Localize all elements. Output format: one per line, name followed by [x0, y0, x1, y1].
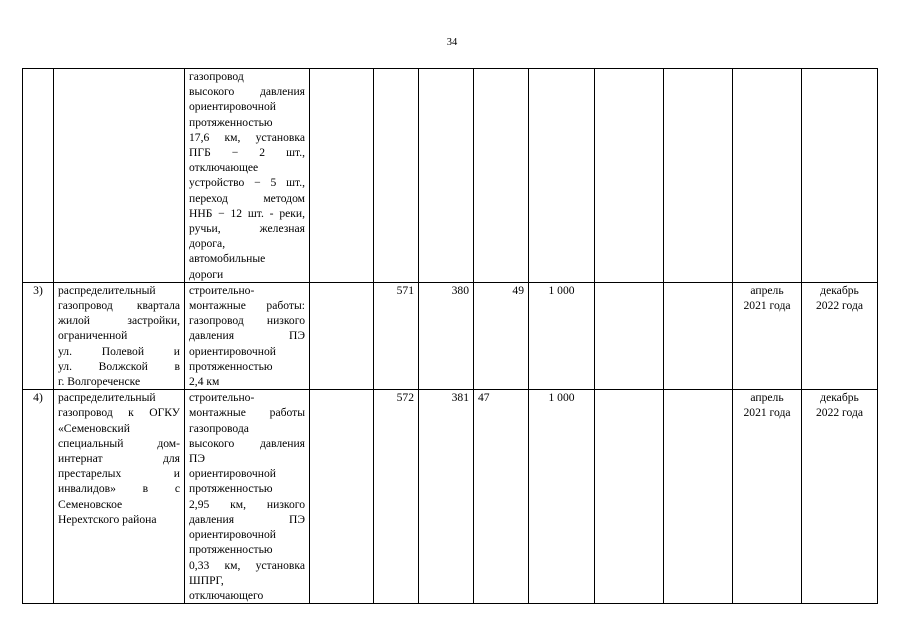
cell-text-line: Семеновское — [58, 497, 123, 511]
cell-text-line: строительно- — [189, 391, 255, 405]
cell-text-line: ориентировочной — [189, 467, 276, 481]
cell-text-line: газопровод к ОГКУ — [58, 406, 180, 420]
value-cell — [419, 69, 474, 283]
cell-text-line: газопровода — [189, 421, 249, 435]
value-cell — [664, 69, 733, 283]
cell-text-line: ограниченной — [58, 329, 128, 343]
object-name-cell — [54, 282, 185, 389]
cell-text-line: жилой застройки, — [58, 314, 180, 328]
cell-text-line: ул. Волжской в — [58, 359, 180, 373]
cell-text-line: декабрь — [820, 283, 859, 297]
value-cell — [595, 69, 664, 283]
value-cell — [374, 69, 419, 283]
cell-text-line: 17,6 км, установка — [189, 130, 305, 144]
value-cell: 49 — [474, 282, 529, 389]
end-date-cell — [802, 69, 878, 283]
cell-text-line: престарелых и — [58, 467, 180, 481]
cell-text-line: 2021 года — [743, 299, 791, 313]
cell-text-line: газопровод низкого — [189, 314, 305, 328]
cell-text-line: ориентировочной — [189, 528, 276, 542]
cell-text-line: 2,4 км — [189, 375, 220, 389]
cell-text-line: ориентировочной — [189, 100, 276, 114]
row-number-cell: 4) — [23, 390, 54, 604]
cell-text-line: специальный дом- — [58, 436, 180, 450]
cell-text-line: распределительный — [58, 391, 156, 405]
cell-text-line: 0,33 км, установка — [189, 558, 305, 572]
cell-text-line: автомобильные — [189, 252, 266, 266]
cell-text-line: протяженностью — [189, 359, 273, 373]
end-date-cell — [802, 282, 878, 389]
value-cell: 47 — [474, 390, 529, 604]
cell-text-line: распределительный — [58, 283, 156, 297]
cell-text-line: ШПРГ, — [189, 573, 224, 587]
object-name-cell — [54, 69, 185, 283]
work-description-cell — [185, 390, 310, 604]
cell-text-line: газопровод квартала — [58, 299, 180, 313]
cell-text-line: газопровод — [189, 70, 244, 83]
value-cell — [595, 390, 664, 604]
cell-text-line: устройство − 5 шт., — [189, 176, 305, 190]
value-cell — [595, 282, 664, 389]
work-description-cell — [185, 69, 310, 283]
value-cell — [310, 390, 374, 604]
value-cell: 381 — [419, 390, 474, 604]
row-number-cell: 3) — [23, 282, 54, 389]
value-cell: 1 000 — [529, 282, 595, 389]
cell-text-line: 2022 года — [815, 299, 864, 313]
start-date-cell — [733, 282, 802, 389]
cell-text-line: дорога, — [189, 237, 226, 251]
work-description-cell — [185, 282, 310, 389]
value-cell — [529, 69, 595, 283]
cell-text-line: давления ПЭ — [189, 512, 305, 526]
row-number-cell — [23, 69, 54, 283]
cell-text-line: 2,95 км, низкого — [189, 497, 305, 511]
value-cell: 380 — [419, 282, 474, 389]
cell-text-line: г. Волгореченске — [58, 375, 141, 389]
start-date-cell — [733, 69, 802, 283]
cell-text-line: отключающее — [189, 161, 259, 175]
table-row — [23, 69, 878, 283]
value-cell — [474, 69, 529, 283]
cell-text-line: 2022 года — [815, 406, 864, 420]
cell-text-line: переход методом — [189, 191, 305, 205]
cell-text-line: ручьи, железная — [189, 222, 305, 236]
cell-text-line: монтажные работы — [189, 406, 305, 420]
value-cell — [310, 282, 374, 389]
value-cell: 571 — [374, 282, 419, 389]
projects-table — [22, 68, 878, 604]
cell-text-line: строительно- — [189, 283, 255, 297]
end-date-cell — [802, 390, 878, 604]
cell-text-line: отключающего — [189, 588, 264, 602]
cell-text-line: апрель — [750, 283, 784, 297]
cell-text-line: высокого давления — [189, 85, 305, 99]
table-row — [23, 390, 878, 604]
cell-text-line: ориентировочной — [189, 344, 276, 358]
object-name-cell — [54, 390, 185, 604]
start-date-cell — [733, 390, 802, 604]
value-cell — [664, 390, 733, 604]
page-number: 34 — [446, 37, 458, 48]
cell-text-line: протяженностью — [189, 543, 273, 557]
cell-text-line: ПЭ — [189, 452, 206, 466]
cell-text-line: протяженностью — [189, 115, 273, 129]
cell-text-line: дороги — [189, 267, 224, 281]
cell-text-line: Нерехтского района — [58, 512, 157, 526]
table-row — [23, 282, 878, 389]
cell-text-line: «Семеновский — [58, 421, 130, 435]
value-cell: 1 000 — [529, 390, 595, 604]
cell-text-line: интернат для — [58, 452, 180, 466]
cell-text-line: давления ПЭ — [189, 329, 305, 343]
value-cell: 572 — [374, 390, 419, 604]
cell-text-line: 2021 года — [743, 406, 791, 420]
cell-text-line: высокого давления — [189, 436, 305, 450]
cell-text-line: декабрь — [820, 391, 859, 405]
cell-text-line: монтажные работы: — [189, 299, 305, 313]
value-cell — [664, 282, 733, 389]
cell-text-line: ул. Полевой и — [58, 344, 180, 358]
cell-text-line: инвалидов» в с — [58, 482, 180, 496]
cell-text-line: протяженностью — [189, 482, 273, 496]
cell-text-line: ПГБ − 2 шт., — [189, 146, 305, 160]
value-cell — [310, 69, 374, 283]
cell-text-line: апрель — [750, 391, 784, 405]
cell-text-line: ННБ − 12 шт. - реки, — [189, 206, 305, 220]
